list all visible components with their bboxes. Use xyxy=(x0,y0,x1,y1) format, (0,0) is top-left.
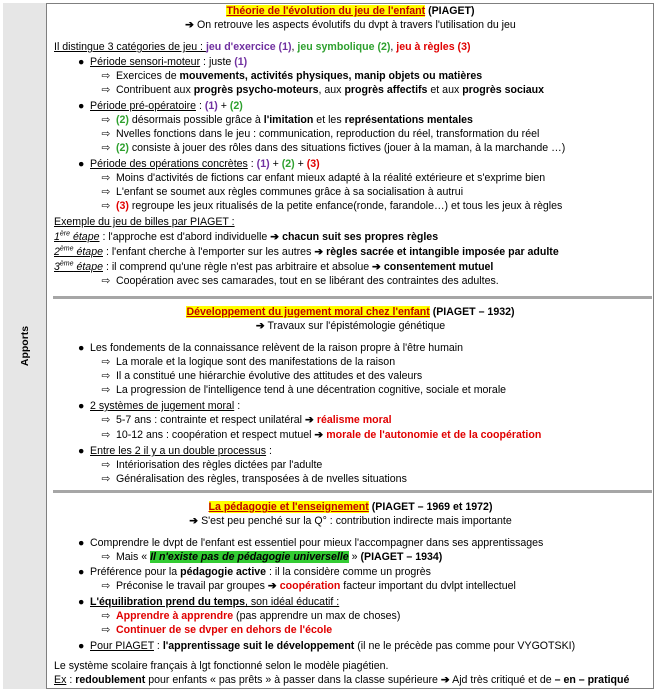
period3-detail: ⇨ (3) regroupe les jeux ritualisés de la petite enfance(ronde, farandole…) et tous les jeux à règles xyxy=(99,200,562,214)
moral-item-3: ● Entre les 2 il y a un double processus : xyxy=(78,445,272,457)
example-detail: ⇨ Coopération avec ses camarades, tout en se libérant des contraintes des adultes. xyxy=(99,275,499,289)
section2-title: Développement du jugement moral chez l'enfant (PIAGET – 1932) xyxy=(186,306,515,318)
period3-detail: ⇨ L'enfant se soumet aux règles communes grâce à sa socialisation à autrui xyxy=(99,186,463,200)
arrow-icon: ➔ xyxy=(304,414,314,426)
arrow-right-icon: ⇨ xyxy=(101,580,111,592)
bullet-icon: ● xyxy=(78,566,85,578)
arrow-right-icon: ⇨ xyxy=(101,186,111,198)
side-column xyxy=(3,3,47,689)
example-step-1: 1ère étape : l'approche est d'abord individuelle ➔ chacun suit ses propres règles xyxy=(54,230,439,243)
example-step-3: 3ème étape : il comprend qu'une règle n'est pas arbitraire et absolue ➔ consentement mutuel xyxy=(54,260,494,273)
section3-title: La pédagogie et l'enseignement (PIAGET – 1969 et 1972) xyxy=(208,501,493,513)
arrow-icon: ➔ xyxy=(185,19,195,31)
period2-detail: ⇨ (2) désormais possible grâce à l'imitation et les représentations mentales xyxy=(99,114,473,128)
bullet-icon: ● xyxy=(78,640,85,652)
moral-item-1: ● Les fondements de la connaissance relèvent de la raison propre à l'être humain xyxy=(78,342,464,354)
pedagogy-item-4: ● Pour PIAGET : l'apprentissage suit le développement (il ne le précède pas comme pour VYGOTSKI) xyxy=(78,640,576,652)
section1-subtitle: ➔ On retrouve les aspects évolutifs du dvpt à travers l'utilisation du jeu xyxy=(185,19,516,31)
arrow-icon: ➔ xyxy=(314,246,324,258)
arrow-right-icon: ⇨ xyxy=(101,459,111,471)
bullet-icon: ● xyxy=(78,56,85,68)
arrow-icon: ➔ xyxy=(189,515,199,527)
period2-detail: ⇨ Nvelles fonctions dans le jeu : communication, reproduction du réel, transformation du réel xyxy=(99,128,539,142)
moral-detail: ⇨ 10-12 ans : coopération et respect mutuel ➔ morale de l'autonomie et de la coopération xyxy=(99,429,541,443)
arrow-right-icon: ⇨ xyxy=(101,114,111,126)
period2-item: ● Période pré-opératoire : (1) + (2) xyxy=(78,100,243,112)
arrow-right-icon: ⇨ xyxy=(101,172,111,184)
bullet-icon: ● xyxy=(78,158,85,170)
arrow-right-icon: ⇨ xyxy=(101,356,111,368)
moral-detail: ⇨ La progression de l'intelligence tend à une décentration cognitive, sociale et morale xyxy=(99,384,506,398)
arrow-right-icon: ⇨ xyxy=(101,200,111,212)
period2-detail: ⇨ (2) consiste à jouer des rôles dans des situations fictives (jouer à la maman, à la marchande …) xyxy=(99,142,565,156)
section1-title: Théorie de l'évolution du jeu de l'enfant (PIAGET) xyxy=(226,5,475,17)
example-step-2: 2ème étape : l'enfant cherche à l'emporter sur les autres ➔ règles sacrée et intangible imposée par adulte xyxy=(54,245,559,258)
arrow-icon: ➔ xyxy=(440,674,450,686)
arrow-icon: ➔ xyxy=(270,231,280,243)
bullet-icon: ● xyxy=(78,445,85,457)
arrow-icon: ➔ xyxy=(372,261,381,273)
arrow-right-icon: ⇨ xyxy=(101,275,111,287)
arrow-right-icon: ⇨ xyxy=(101,624,111,636)
arrow-right-icon: ⇨ xyxy=(101,551,111,563)
content-area xyxy=(47,3,654,689)
period3-item: ● Période des opérations concrètes : (1) + (2) + (3) xyxy=(78,158,320,170)
side-label: Apports xyxy=(18,325,31,367)
arrow-right-icon: ⇨ xyxy=(101,370,111,382)
arrow-right-icon: ⇨ xyxy=(101,384,111,396)
bullet-icon: ● xyxy=(78,596,85,608)
arrow-right-icon: ⇨ xyxy=(101,414,111,426)
arrow-icon: ➔ xyxy=(267,580,277,592)
arrow-right-icon: ⇨ xyxy=(101,84,111,96)
arrow-right-icon: ⇨ xyxy=(101,610,111,622)
period1-detail: ⇨ Contribuent aux progrès psycho-moteurs, aux progrès affectifs et aux progrès sociaux xyxy=(99,84,544,98)
moral-detail: ⇨ La morale et la logique sont des manifestations de la raison xyxy=(99,356,395,370)
footer-line-2: Ex : redoublement pour enfants « pas prêts » à passer dans la classe supérieure ➔ Ajd très critiqué et de – en – pratiqué xyxy=(54,674,630,686)
moral-detail: ⇨ Intériorisation des règles dictées par l'adulte xyxy=(99,459,322,473)
moral-detail: ⇨ Il a constitué une hiérarchie évolutive des attitudes et des valeurs xyxy=(99,370,422,384)
example-title: Exemple du jeu de billes par PIAGET : xyxy=(54,216,235,228)
arrow-right-icon: ⇨ xyxy=(101,429,111,441)
moral-item-2: ● 2 systèmes de jugement moral : xyxy=(78,400,241,412)
moral-detail: ⇨ 5-7 ans : contrainte et respect unilatéral ➔ réalisme moral xyxy=(99,414,392,428)
arrow-icon: ➔ xyxy=(255,320,265,332)
bullet-icon: ● xyxy=(78,342,85,354)
pedagogy-detail: ⇨ Apprendre à apprendre (pas apprendre un max de choses) xyxy=(99,610,400,624)
pedagogy-item-2: ● Préférence pour la pédagogie active : il la considère comme un progrès xyxy=(78,566,431,578)
moral-detail: ⇨ Généralisation des règles, transposées à de nvelles situations xyxy=(99,473,407,487)
arrow-icon: ➔ xyxy=(314,429,324,441)
arrow-right-icon: ⇨ xyxy=(101,70,111,82)
section3-subtitle: ➔ S'est peu penché sur la Q° : contribution indirecte mais importante xyxy=(189,515,512,527)
categories-line: Il distingue 3 catégories de jeu : jeu d'exercice (1), jeu symbolique (2), jeu à règles (3) xyxy=(54,41,471,53)
period1-item: ● Période sensori-moteur : juste (1) xyxy=(78,56,248,68)
arrow-right-icon: ⇨ xyxy=(101,142,111,154)
period1-detail: ⇨ Exercices de mouvements, activités physiques, manip objets ou matières xyxy=(99,70,482,84)
arrow-right-icon: ⇨ xyxy=(101,128,111,140)
bullet-icon: ● xyxy=(78,537,85,549)
footer-line-1: Le système scolaire français à lgt fonctionné selon le modèle piagétien. xyxy=(54,660,389,672)
section2-subtitle: ➔ Travaux sur l'épistémologie génétique xyxy=(255,320,446,332)
bullet-icon: ● xyxy=(78,400,85,412)
bullet-icon: ● xyxy=(78,100,85,112)
pedagogy-detail: ⇨ Continuer de se dvper en dehors de l'école xyxy=(99,624,332,638)
pedagogy-detail: ⇨ Préconise le travail par groupes ➔ coopération facteur important du dvlpt intellectuel xyxy=(99,580,516,594)
pedagogy-detail: ⇨ Mais « Il n'existe pas de pédagogie universelle » (PIAGET – 1934) xyxy=(99,551,442,565)
pedagogy-item-3: ● L'équilibration prend du temps, son idéal éducatif : xyxy=(78,596,340,608)
arrow-right-icon: ⇨ xyxy=(101,473,111,485)
pedagogy-item-1: ● Comprendre le dvpt de l'enfant est essentiel pour mieux l'accompagner dans ses apprentissages xyxy=(78,537,544,549)
period3-detail: ⇨ Moins d'activités de fictions car enfant mieux adapté à la réalité extérieure et s'exprime bien xyxy=(99,172,545,186)
